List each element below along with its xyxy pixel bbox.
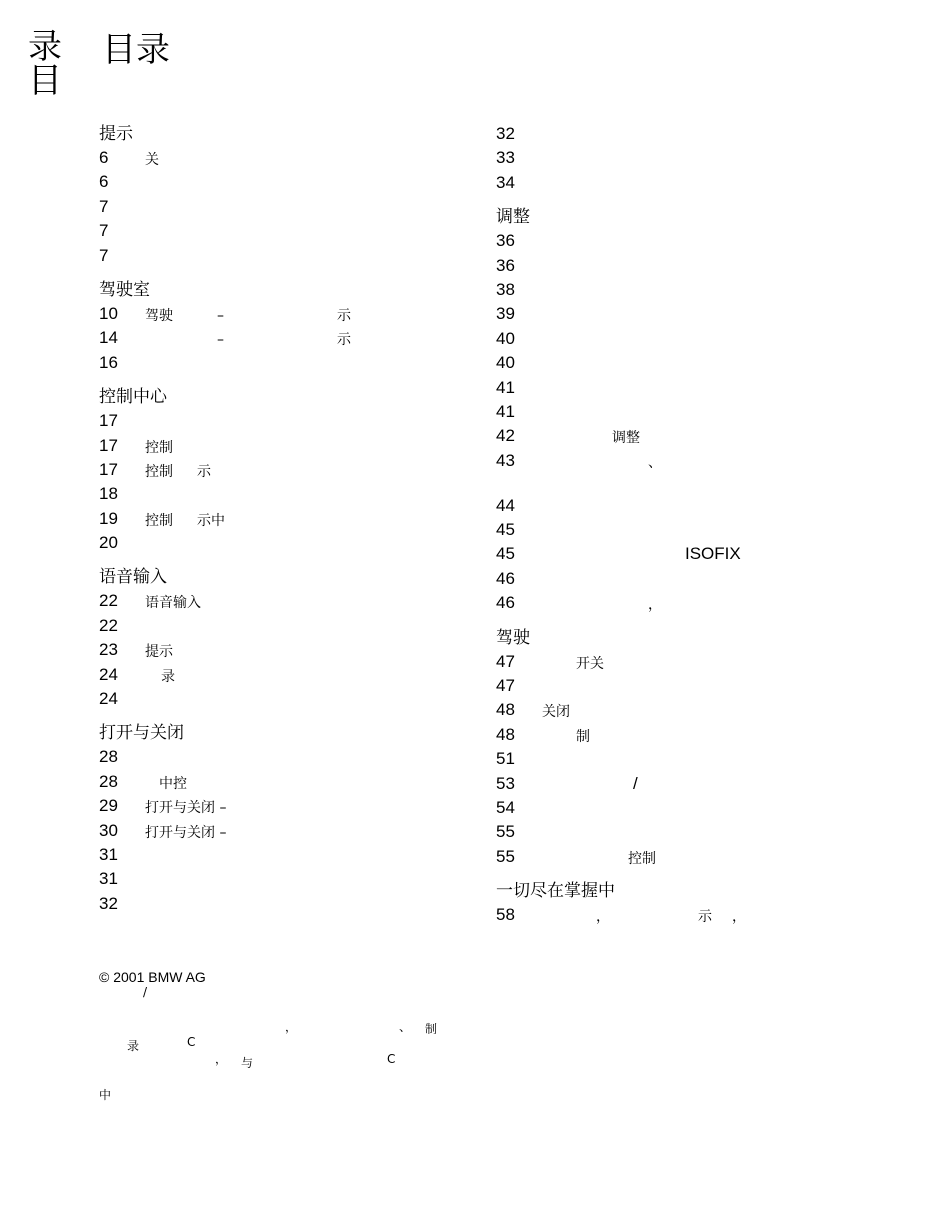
copyright: © 2001 BMW AG xyxy=(99,969,206,985)
page-number: 48 xyxy=(496,724,515,744)
page-number: 36 xyxy=(496,231,515,251)
page-number: 46 xyxy=(496,593,515,613)
page-number: 55 xyxy=(496,822,515,842)
imprint-text: C xyxy=(187,1035,196,1049)
entry-text: 关 xyxy=(145,152,159,168)
entry-text: 驾驶 xyxy=(145,307,173,324)
toc-entry[interactable] xyxy=(99,409,479,433)
toc-entry[interactable] xyxy=(496,171,896,195)
toc-entry[interactable] xyxy=(496,845,896,869)
toc-entry[interactable] xyxy=(496,650,896,674)
toc-entry[interactable] xyxy=(496,723,896,747)
imprint-text: C xyxy=(387,1052,396,1066)
page-number: 47 xyxy=(496,676,515,696)
imprint-text: 与 xyxy=(241,1056,254,1070)
page-number: 23 xyxy=(99,640,118,660)
page-number: 18 xyxy=(99,484,118,504)
footer-slash: / xyxy=(143,985,148,999)
page-number: 14 xyxy=(99,328,118,348)
toc-entry[interactable] xyxy=(99,244,479,268)
page-number: 58 xyxy=(496,905,515,925)
toc-entry[interactable] xyxy=(496,327,896,351)
toc-entry[interactable] xyxy=(496,591,896,615)
toc-entry[interactable] xyxy=(496,903,896,927)
page-number: 6 xyxy=(99,148,109,167)
page-number: 48 xyxy=(496,700,515,720)
page-number: 47 xyxy=(496,651,515,671)
page-number: 51 xyxy=(496,749,515,769)
imprint-text: ， xyxy=(215,1052,228,1066)
toc-entry[interactable] xyxy=(99,794,479,818)
section-title[interactable]: 提示 xyxy=(99,124,133,144)
page-number: 46 xyxy=(496,568,515,588)
toc-entry[interactable] xyxy=(496,146,896,170)
toc-entry[interactable] xyxy=(99,170,479,194)
entry-text: ， xyxy=(596,909,610,926)
imprint-text: 、 xyxy=(399,1020,412,1034)
entry-text: 制 xyxy=(576,728,590,745)
toc-entry[interactable] xyxy=(496,567,896,591)
section-title[interactable]: 调整 xyxy=(496,207,530,228)
toc-entry[interactable] xyxy=(99,638,479,662)
page-number: 19 xyxy=(99,508,118,528)
toc-entry[interactable] xyxy=(99,531,479,555)
entry-text: ISOFIX xyxy=(685,544,741,564)
entry-text: 语音输入 xyxy=(145,595,201,612)
page-number: 7 xyxy=(99,245,109,265)
imprint xyxy=(99,968,499,1102)
entry-text: 提示 xyxy=(145,644,173,661)
toc-entry[interactable] xyxy=(99,663,479,687)
toc-entry[interactable] xyxy=(496,698,896,722)
page-number: 44 xyxy=(496,495,515,515)
page-number: 40 xyxy=(496,353,515,373)
toc-entry[interactable] xyxy=(496,122,896,146)
toc-entry[interactable] xyxy=(496,796,896,820)
side-tab xyxy=(28,27,64,101)
toc-entry[interactable] xyxy=(99,482,479,506)
entry-text: 录 xyxy=(161,668,175,685)
page-number: 20 xyxy=(99,533,118,553)
toc-section xyxy=(99,721,479,916)
page-number: 53 xyxy=(496,773,515,793)
toc-entry[interactable] xyxy=(99,219,479,243)
page-number: 17 xyxy=(99,435,118,455)
toc-entry[interactable] xyxy=(496,747,896,771)
page-number: 24 xyxy=(99,664,118,684)
section-title[interactable]: 打开与关闭 xyxy=(99,723,184,744)
section-title[interactable]: 一切尽在掌握中 xyxy=(496,881,615,902)
toc-entry[interactable] xyxy=(99,819,479,843)
page-number: 39 xyxy=(496,304,515,324)
entry-text: / xyxy=(633,773,638,793)
toc-entry[interactable] xyxy=(496,494,896,518)
toc-entry[interactable] xyxy=(496,449,896,494)
page-number: 28 xyxy=(99,747,118,767)
page-number: 22 xyxy=(99,591,118,611)
entry-text: 控制 xyxy=(628,850,656,867)
toc-entry[interactable] xyxy=(496,351,896,375)
toc-entry[interactable] xyxy=(99,458,479,482)
toc-entry[interactable] xyxy=(496,772,896,796)
page-number: 41 xyxy=(496,401,515,421)
toc-section xyxy=(99,565,479,711)
toc-section xyxy=(99,122,479,268)
entry-text: – xyxy=(217,332,224,349)
page-number: 32 xyxy=(99,893,118,913)
toc-entry[interactable] xyxy=(99,745,479,769)
toc-entry[interactable] xyxy=(496,376,896,400)
entry-text: 打开与关闭 – xyxy=(145,800,227,817)
toc-section xyxy=(496,626,896,870)
toc-entry[interactable] xyxy=(99,770,479,794)
toc-entry[interactable] xyxy=(99,892,479,916)
page-number: 40 xyxy=(496,328,515,348)
page-number: 7 xyxy=(99,196,109,216)
page-number: 17 xyxy=(99,411,118,431)
entry-text: ， xyxy=(732,909,746,926)
page-number: 34 xyxy=(496,172,515,192)
page-number: 42 xyxy=(496,426,515,446)
toc-entry[interactable] xyxy=(99,507,479,531)
page-number: 54 xyxy=(496,797,515,817)
toc-entry[interactable] xyxy=(496,518,896,542)
toc-entry[interactable] xyxy=(99,195,479,219)
toc-entry[interactable] xyxy=(99,867,479,891)
toc-entry[interactable] xyxy=(496,254,896,278)
toc-section xyxy=(99,385,479,555)
entry-text: 示 xyxy=(337,332,351,349)
imprint-text: 中 xyxy=(99,1088,112,1102)
entry-text: ， xyxy=(648,597,662,614)
toc-left-column xyxy=(99,122,479,926)
entry-text: 、 xyxy=(648,454,662,471)
toc-continued-entries xyxy=(496,122,896,195)
entry-text: 打开与关闭 – xyxy=(145,824,227,841)
entry-text: 关闭 xyxy=(542,704,570,721)
toc-entry[interactable] xyxy=(496,302,896,326)
side-tab-char: 录 xyxy=(28,27,62,67)
page-number: 36 xyxy=(496,255,515,275)
section-title[interactable]: 驾驶 xyxy=(496,627,530,648)
entry-text: 示 xyxy=(698,909,712,926)
toc-entry[interactable] xyxy=(99,614,479,638)
toc-section xyxy=(496,879,896,927)
section-title[interactable]: 语音输入 xyxy=(99,567,167,588)
toc-right-column xyxy=(496,122,896,938)
entry-text: 示中 xyxy=(197,512,225,529)
toc-entry[interactable] xyxy=(496,674,896,698)
entry-text: 示 xyxy=(337,307,351,324)
toc-entry[interactable] xyxy=(99,589,479,613)
page-number: 33 xyxy=(496,148,515,168)
toc-entry[interactable] xyxy=(496,400,896,424)
entry-text: 控制 xyxy=(145,512,173,529)
page-number: 55 xyxy=(496,846,515,866)
entry-text: 示 xyxy=(197,463,211,480)
page-number: 6 xyxy=(99,172,109,192)
toc-entry[interactable] xyxy=(99,351,479,375)
toc-entry[interactable] xyxy=(99,302,479,326)
toc-entry[interactable] xyxy=(99,326,479,350)
toc-entry[interactable] xyxy=(99,146,479,170)
page-number: 41 xyxy=(496,377,515,397)
page-number: 32 xyxy=(496,124,515,143)
page-number: 29 xyxy=(99,796,118,816)
imprint-text: 录 xyxy=(127,1039,140,1053)
section-title[interactable]: 驾驶室 xyxy=(99,279,150,300)
page-number: 43 xyxy=(496,450,515,470)
page-number: 22 xyxy=(99,615,118,635)
entry-text: 控制 xyxy=(145,439,173,456)
toc-entry[interactable] xyxy=(99,687,479,711)
page-number: 16 xyxy=(99,352,118,372)
toc-section xyxy=(99,278,479,375)
page-number: 45 xyxy=(496,520,515,540)
imprint-text: ， xyxy=(285,1020,298,1034)
toc-entry[interactable] xyxy=(496,542,896,566)
page-number: 45 xyxy=(496,544,515,564)
page-number: 30 xyxy=(99,820,118,840)
side-tab-char: 目 xyxy=(28,61,62,101)
page-number: 31 xyxy=(99,869,118,889)
page-number: 24 xyxy=(99,689,118,709)
page-number: 7 xyxy=(99,221,109,241)
entry-text: 控制 xyxy=(145,463,173,480)
toc-entry[interactable] xyxy=(496,820,896,844)
page-number: 31 xyxy=(99,844,118,864)
toc-section xyxy=(496,205,896,615)
toc-entry[interactable] xyxy=(99,434,479,458)
entry-text: 中控 xyxy=(159,775,187,792)
toc-entry[interactable] xyxy=(496,278,896,302)
imprint-text: 制 xyxy=(425,1022,438,1036)
page-number: 17 xyxy=(99,459,118,479)
toc-entry[interactable] xyxy=(99,843,479,867)
section-title[interactable]: 控制中心 xyxy=(99,387,167,408)
entry-text: 调整 xyxy=(612,430,640,447)
page-title: 目录 xyxy=(102,30,170,70)
toc-entry[interactable] xyxy=(496,229,896,253)
entry-text: – xyxy=(217,307,224,324)
page-number: 28 xyxy=(99,771,118,791)
toc-entry[interactable] xyxy=(496,424,896,448)
entry-text: 开关 xyxy=(576,655,604,672)
page-number: 38 xyxy=(496,279,515,299)
page-number: 10 xyxy=(99,303,118,323)
